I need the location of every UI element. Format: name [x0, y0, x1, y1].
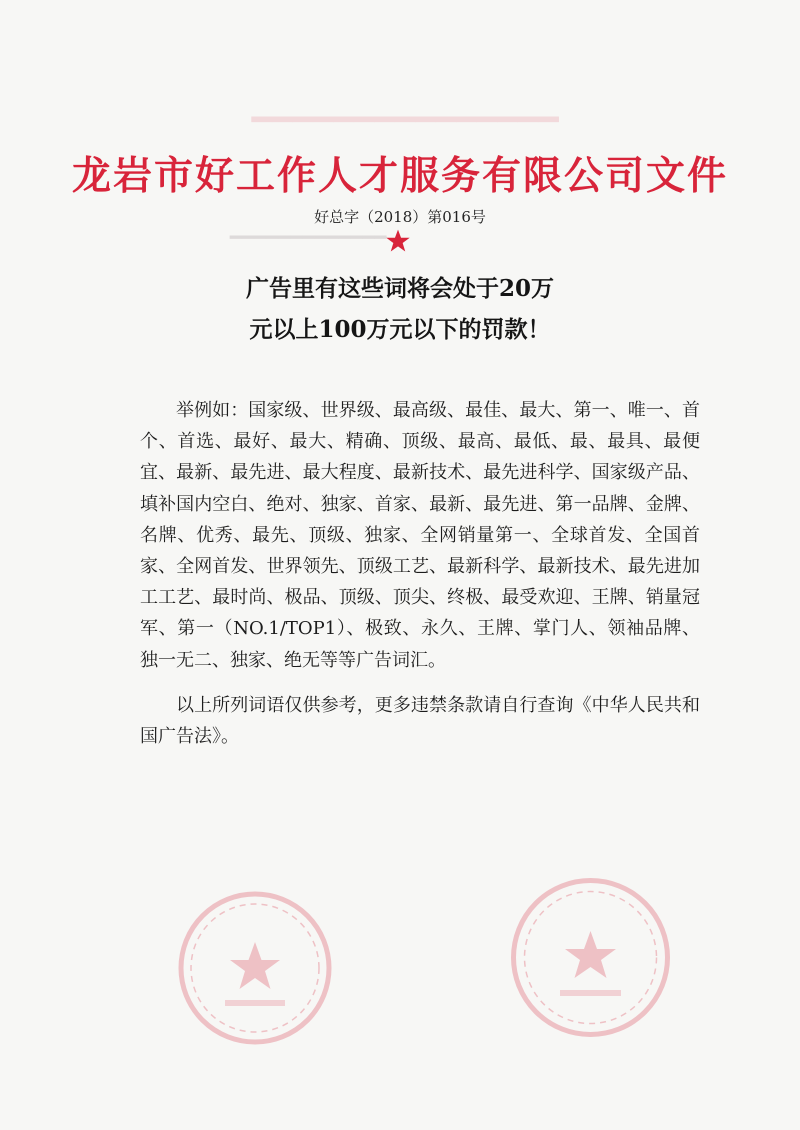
notice-title [120, 268, 680, 350]
show-through-subtitle: ━━━━━━━━━━━━━ [230, 225, 387, 249]
document-number: 好总字（2018）第016号 [314, 208, 486, 226]
paragraph-examples: 举例如：国家级、世界级、最高级、最佳、最大、第一、唯一、首个、首选、最好、最大、精确、顶级、最高、最低、最、最具、最便宜、最新、最先进、最大程度、最新技术、最先进科学、国家级产品、填补国内空白、绝对、独家、首家、最新、最先进、第一品牌、金牌、名牌、优秀、最先、顶级、独家、全网销量第一、全球首发、全国首家、全网首发、世界领先、顶级工艺、最新科学、最新技术、最先进加工工艺、最时尚、极品、顶级、顶尖、终极、最受欢迎、王牌、销量冠军、第一（NO.1/TOP1）、极致、永久、王牌、掌门人、领袖品牌、独一无二、独家、绝无等等广告词汇。 [140, 400, 700, 671]
paragraph-reference: 以上所列词语仅供参考，更多违禁条款请自行查询《中华人民共和国广告法》。 [140, 694, 700, 748]
title-line-1: 广告里有这些词将会处于20万 [245, 275, 554, 302]
title-line-2: 元以上100万元以下的罚款！ [249, 316, 551, 343]
red-star-icon [385, 228, 411, 254]
company-seal-right-icon [508, 875, 673, 1040]
body-text [140, 395, 700, 752]
company-seal-left-icon [175, 888, 335, 1048]
document-header: 龙岩市好工作人才服务有限公司文件 [71, 153, 728, 199]
show-through-header: ━━━━━━━━━━━━━━━ [251, 100, 559, 140]
